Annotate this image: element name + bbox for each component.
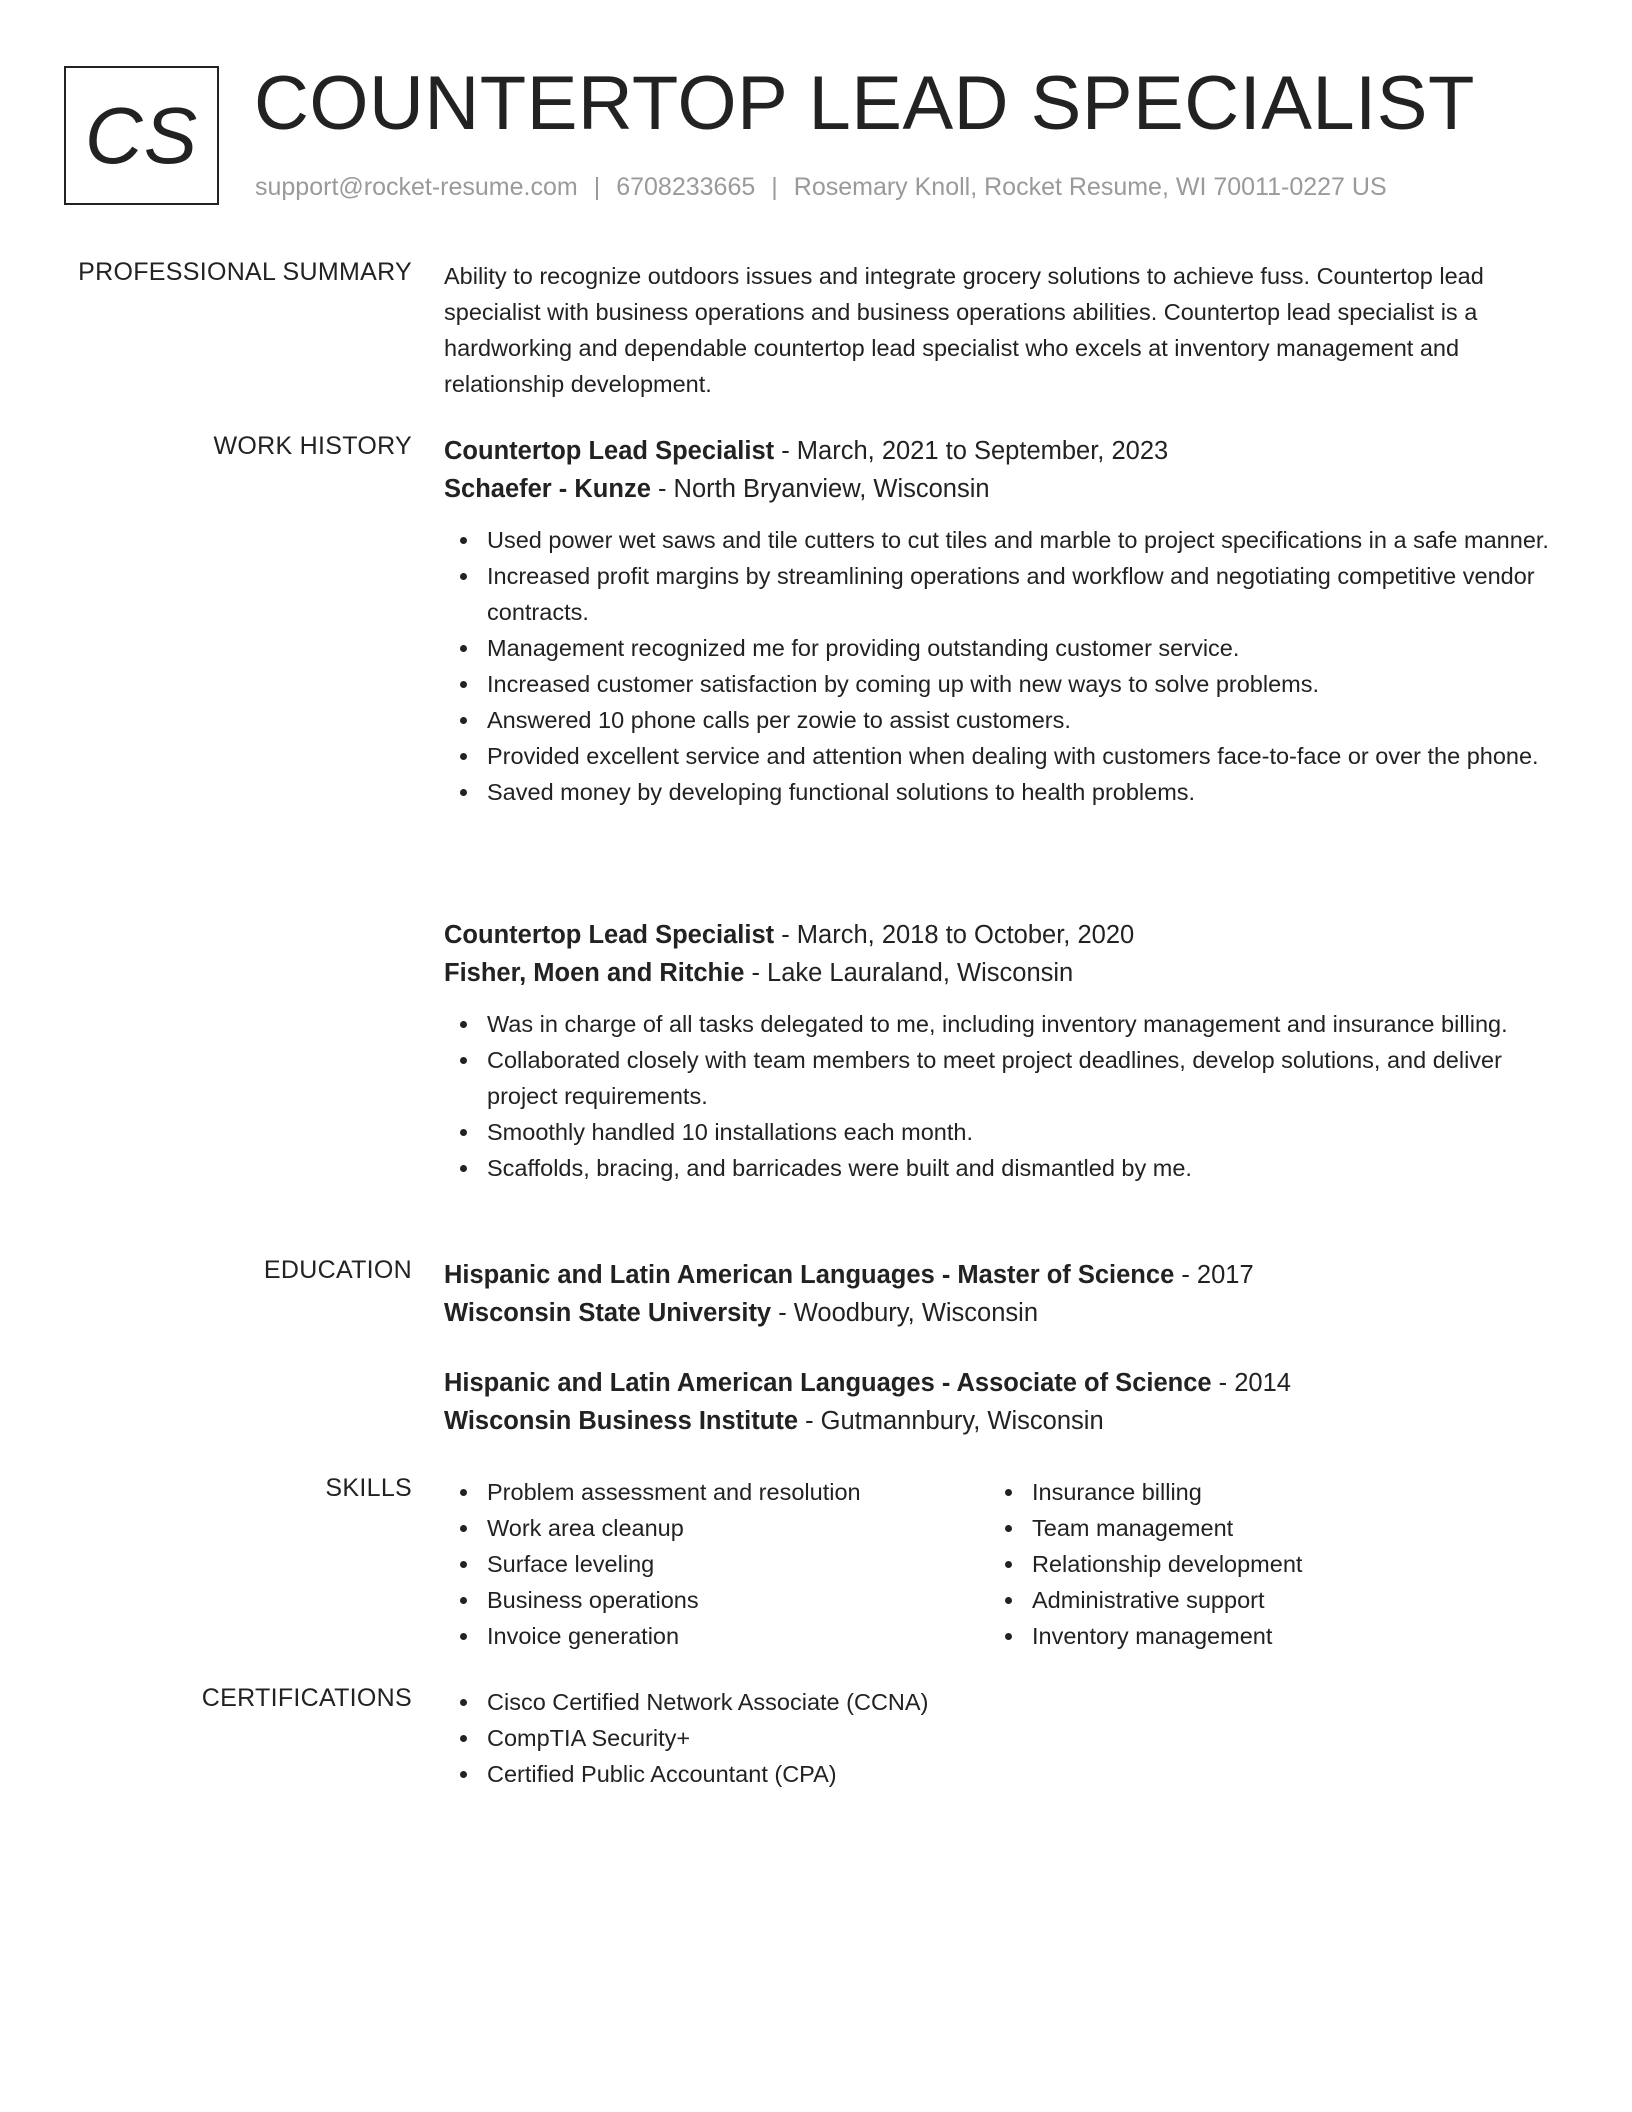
section-title-education: EDUCATION (263, 1256, 412, 1284)
list-item: Administrative support (989, 1582, 1509, 1618)
job-title-line (444, 916, 1556, 954)
list-item: Cisco Certified Network Associate (CCNA) (444, 1684, 1556, 1720)
job-entry (444, 916, 1556, 1186)
job-location: - North Bryanview, Wisconsin (650, 475, 990, 503)
list-item: Management recognized me for providing outstanding customer service. (444, 630, 1556, 666)
job-dates: - March, 2018 to October, 2020 (774, 921, 1135, 949)
list-item: Work area cleanup (444, 1510, 964, 1546)
contact-separator: | (593, 173, 601, 201)
list-item: Inventory management (989, 1618, 1509, 1654)
degree: Hispanic and Latin American Languages - Associate of Science (444, 1369, 1212, 1397)
list-item: Answered 10 phone calls per zowie to assist customers. (444, 702, 1556, 738)
degree-year: - 2014 (1211, 1369, 1291, 1397)
phone-text: 6708233665 (616, 173, 756, 201)
section-title-certifications: CERTIFICATIONS (201, 1684, 412, 1712)
job-company-line (444, 954, 1556, 992)
list-item: Insurance billing (989, 1474, 1509, 1510)
list-item: Smoothly handled 10 installations each month. (444, 1114, 1556, 1150)
list-item: CompTIA Security+ (444, 1720, 1556, 1756)
section-title-skills: SKILLS (325, 1474, 412, 1502)
list-item: Used power wet saws and tile cutters to cut tiles and marble to project specifications in a safe manner. (444, 522, 1556, 558)
skills-list-right (989, 1474, 1509, 1654)
job-company-line (444, 470, 1556, 508)
school-line (444, 1294, 1556, 1332)
list-item: Provided excellent service and attention when dealing with customers face-to-face or over the phone. (444, 738, 1556, 774)
list-item: Scaffolds, bracing, and barricades were built and dismantled by me. (444, 1150, 1556, 1186)
certifications-body (444, 1684, 1556, 1792)
contact-line (255, 173, 1387, 202)
section-title-summary: PROFESSIONAL SUMMARY (78, 258, 412, 286)
job-bullets (444, 1006, 1556, 1186)
degree-line (444, 1364, 1556, 1402)
certifications-list (444, 1684, 1556, 1792)
job-title-line (444, 432, 1556, 470)
list-item: Certified Public Accountant (CPA) (444, 1756, 1556, 1792)
address-text: Rosemary Knoll, Rocket Resume, WI 70011-0227 US (793, 173, 1387, 201)
job-role: Countertop Lead Specialist (444, 437, 775, 465)
list-item: Team management (989, 1510, 1509, 1546)
list-item: Problem assessment and resolution (444, 1474, 964, 1510)
candidate-name: COUNTERTOP LEAD SPECIALIST (254, 61, 1475, 146)
job-bullets (444, 522, 1556, 810)
summary-text: Ability to recognize outdoors issues and integrate grocery solutions to achieve fuss. Countertop lead specialist with business operations and business operations abilities. Countertop lead specialist is a hardworking and dependable countertop lead specialist who excels at inventory management and relationship development. (444, 263, 1484, 397)
section-title-work-history: WORK HISTORY (213, 432, 412, 460)
resume-header (64, 61, 1584, 208)
school: Wisconsin Business Institute (444, 1407, 798, 1435)
degree-year: - 2017 (1174, 1261, 1254, 1289)
education-entry (444, 1364, 1556, 1440)
list-item: Collaborated closely with team members to meet project deadlines, develop solutions, and deliver project requirements. (444, 1042, 1556, 1114)
monogram-badge: CS (64, 66, 219, 205)
job-dates: - March, 2021 to September, 2023 (774, 437, 1169, 465)
school: Wisconsin State University (444, 1299, 772, 1327)
list-item: Saved money by developing functional solutions to health problems. (444, 774, 1556, 810)
list-item: Increased profit margins by streamlining operations and workflow and negotiating competitive vendor contracts. (444, 558, 1556, 630)
list-item: Increased customer satisfaction by coming up with new ways to solve problems. (444, 666, 1556, 702)
job-company: Fisher, Moen and Ritchie (444, 959, 745, 987)
school-line (444, 1402, 1556, 1440)
school-location: - Woodbury, Wisconsin (771, 1299, 1039, 1327)
list-item: Was in charge of all tasks delegated to me, including inventory management and insurance billing. (444, 1006, 1556, 1042)
contact-separator: | (771, 173, 778, 201)
education-entry (444, 1256, 1556, 1332)
list-item: Relationship development (989, 1546, 1509, 1582)
school-location: - Gutmannbury, Wisconsin (798, 1407, 1104, 1435)
job-company: Schaefer - Kunze (444, 475, 651, 503)
email-text: support@rocket-resume.com (255, 173, 578, 201)
job-location: - Lake Lauraland, Wisconsin (744, 959, 1074, 987)
list-item: Business operations (444, 1582, 964, 1618)
degree: Hispanic and Latin American Languages - Master of Science (444, 1261, 1175, 1289)
list-item: Surface leveling (444, 1546, 964, 1582)
job-role: Countertop Lead Specialist (444, 921, 775, 949)
job-entry (444, 432, 1556, 810)
list-item: Invoice generation (444, 1618, 964, 1654)
skills-list-left (444, 1474, 964, 1654)
degree-line (444, 1256, 1556, 1294)
